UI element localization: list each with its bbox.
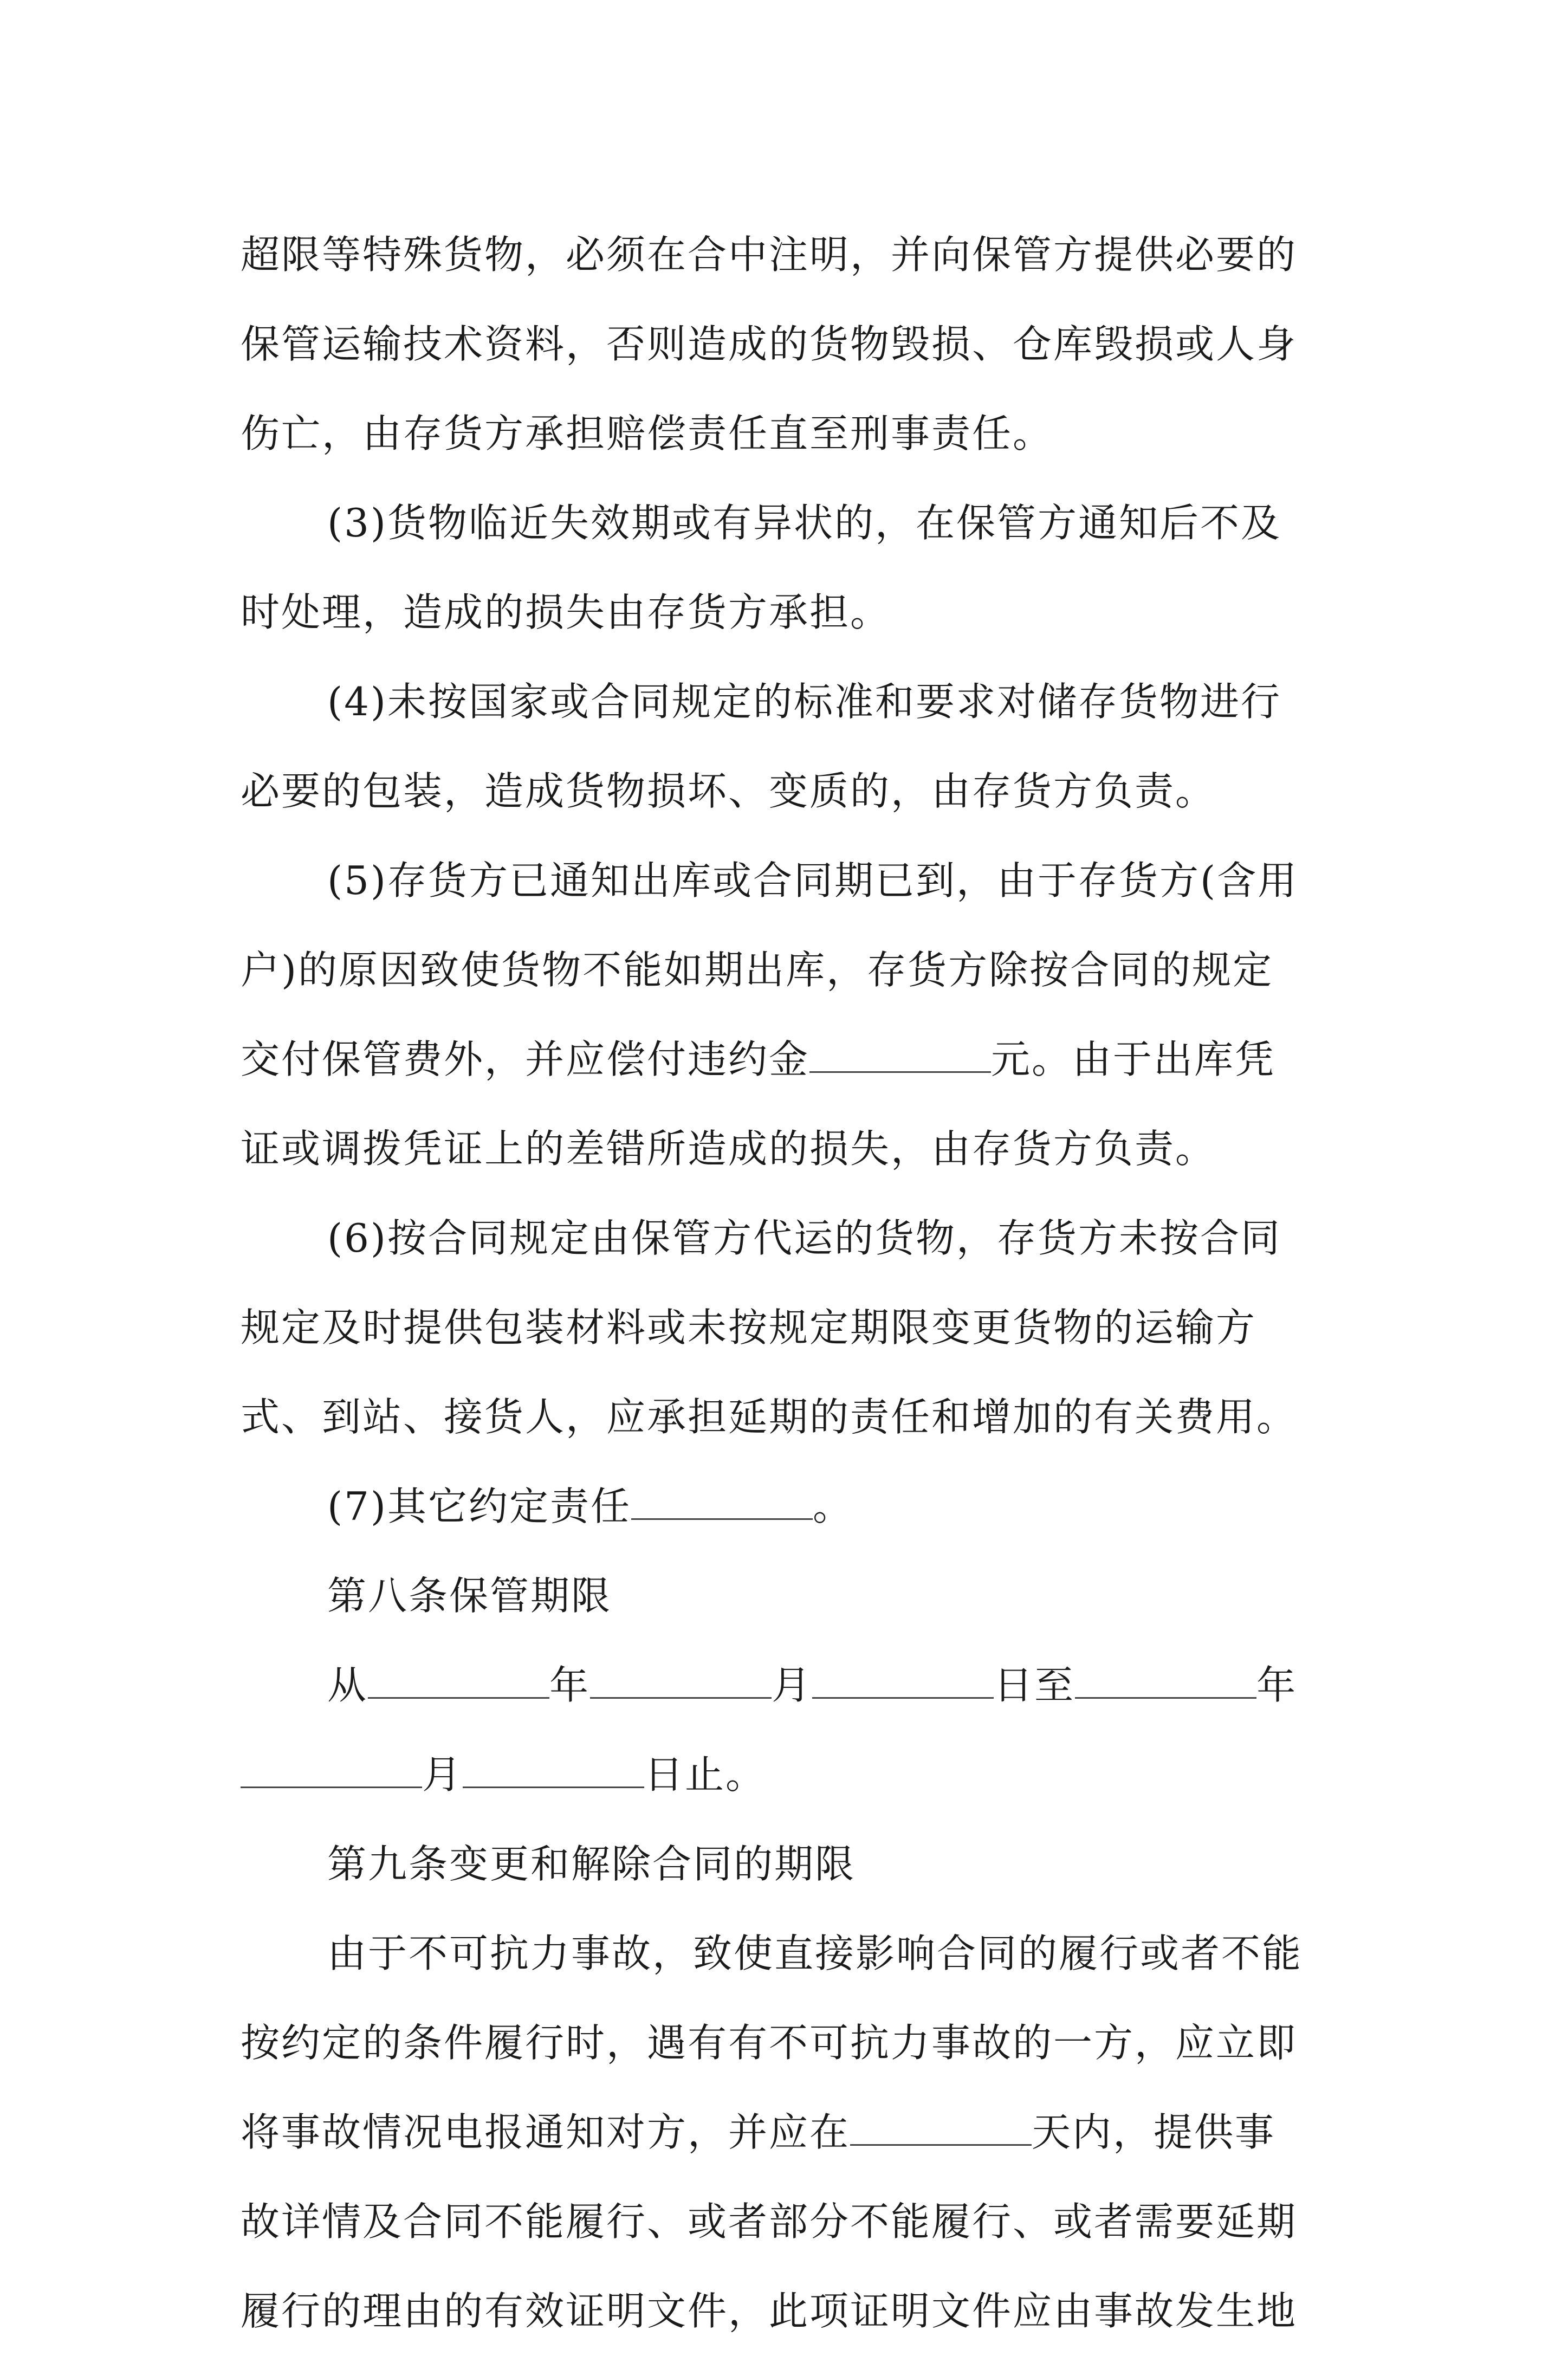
- clause-3-line-1: [241, 478, 1343, 568]
- text-run: 时处理，造成的损失由存货方承担。: [241, 590, 891, 635]
- end-day-blank: [463, 1754, 644, 1788]
- text-run: 规定及时提供包装材料或未按规定期限变更货物的运输方: [241, 1305, 1257, 1350]
- other-liability-blank: [631, 1486, 813, 1520]
- storage-period-line-2: [241, 1730, 1343, 1820]
- text-run: (7)其它约定责任: [327, 1484, 631, 1529]
- clause-6-line-3: [241, 1373, 1343, 1462]
- clause-5-line-4: [241, 1104, 1343, 1194]
- text-run: 元。由于出库凭: [991, 1037, 1276, 1082]
- start-day-blank: [812, 1665, 994, 1699]
- text-run: (4)未按国家或合同规定的标准和要求对储存货物进行: [327, 679, 1281, 724]
- storage-period-line-1: [241, 1641, 1343, 1730]
- text-run: 按约定的条件履行时，遇有有不可抗力事故的一方，应立即: [241, 2020, 1298, 2066]
- text-line: [241, 210, 1343, 300]
- text-run: (3)货物临近失效期或有异状的，在保管方通知后不及: [327, 500, 1281, 546]
- text-run: (6)按合同规定由保管方代运的货物，存货方未按合同: [327, 1215, 1281, 1261]
- text-run: 由于不可抗力事故，致使直接影响合同的履行或者不能: [327, 1931, 1303, 1976]
- text-run: 天内，提供事: [1032, 2109, 1276, 2155]
- text-run: 月: [422, 1752, 463, 1797]
- notice-days-blank: [850, 2112, 1032, 2146]
- text-line: [241, 389, 1343, 478]
- force-majeure-line-5: [241, 2267, 1343, 2356]
- article-9-heading: [241, 1820, 1343, 1909]
- text-run: 证或调拨凭证上的差错所造成的损失，由存货方负责。: [241, 1126, 1216, 1171]
- text-run: 将事故情况电报通知对方，并应在: [241, 2109, 851, 2155]
- document-body: [241, 210, 1343, 2356]
- text-run: 从: [327, 1662, 368, 1708]
- text-run: 日止。: [644, 1752, 767, 1797]
- clause-4-line-2: [241, 747, 1343, 836]
- text-run: 年: [1256, 1662, 1298, 1708]
- heading-text: 第八条保管期限: [327, 1573, 612, 1619]
- heading-text: 第九条变更和解除合同的期限: [327, 1841, 856, 1887]
- clause-5-line-1: [241, 836, 1343, 925]
- end-year-blank: [1075, 1665, 1256, 1699]
- text-run: 履行的理由的有效证明文件，此项证明文件应由事故发生地: [241, 2288, 1298, 2334]
- clause-5-line-3: [241, 1015, 1343, 1104]
- text-run: 户)的原因致使货物不能如期出库，存货方除按合同的规定: [241, 947, 1274, 993]
- end-month-blank: [241, 1754, 422, 1788]
- clause-4-line-1: [241, 657, 1343, 747]
- clause-7-line: [241, 1462, 1343, 1551]
- clause-5-line-2: [241, 925, 1343, 1015]
- force-majeure-line-4: [241, 2177, 1343, 2267]
- article-8-heading: [241, 1551, 1343, 1641]
- start-year-blank: [368, 1665, 549, 1699]
- text-run: 伤亡，由存货方承担赔偿责任直至刑事责任。: [241, 411, 1054, 456]
- start-month-blank: [590, 1665, 772, 1699]
- clause-3-line-2: [241, 568, 1343, 657]
- clause-6-line-2: [241, 1283, 1343, 1373]
- clause-6-line-1: [241, 1194, 1343, 1283]
- text-run: 交付保管费外，并应偿付违约金: [241, 1037, 810, 1082]
- text-run: 年: [549, 1662, 591, 1708]
- text-run: 保管运输技术资料，否则造成的货物毁损、仓库毁损或人身: [241, 321, 1298, 367]
- force-majeure-line-3: [241, 2088, 1343, 2177]
- text-run: 必要的包装，造成货物损坏、变质的，由存货方负责。: [241, 768, 1216, 814]
- text-run: 超限等特殊货物，必须在合中注明，并向保管方提供必要的: [241, 232, 1298, 277]
- text-run: 式、到站、接货人，应承担延期的责任和增加的有关费用。: [241, 1394, 1298, 1440]
- text-run: (5)存货方已通知出库或合同期已到，由于存货方(含用: [327, 858, 1299, 903]
- text-run: 日至: [994, 1662, 1075, 1708]
- text-run: 故详情及合同不能履行、或者部分不能履行、或者需要延期: [241, 2199, 1298, 2244]
- force-majeure-line-2: [241, 1998, 1343, 2088]
- force-majeure-line-1: [241, 1909, 1343, 1998]
- text-run: 。: [813, 1484, 854, 1529]
- text-run: 月: [772, 1662, 813, 1708]
- penalty-amount-blank: [809, 1039, 991, 1073]
- text-line: [241, 300, 1343, 389]
